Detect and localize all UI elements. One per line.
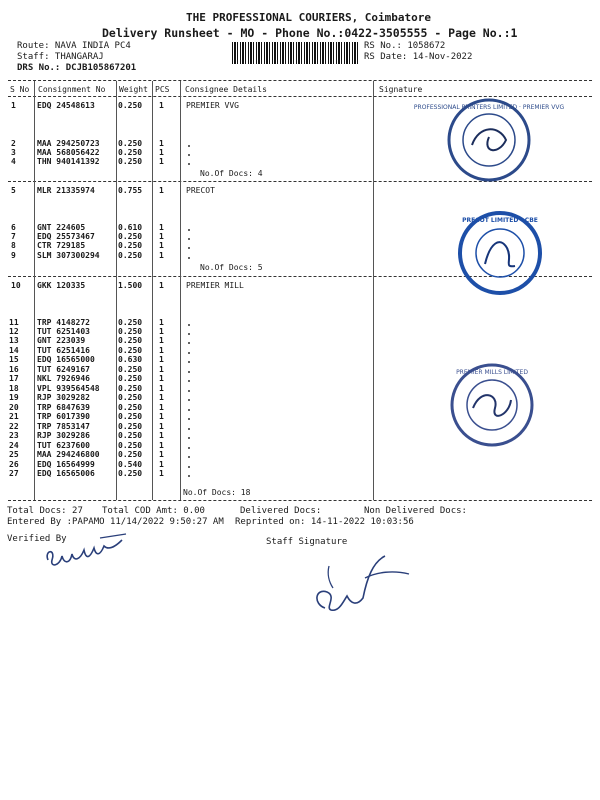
col-divider-3 xyxy=(152,81,153,500)
row-dot xyxy=(188,409,190,411)
consignment-no: GKK 120335 xyxy=(37,281,86,290)
weight: 0.250 xyxy=(118,441,143,450)
barcode xyxy=(232,42,358,64)
stamp-text: PROFESSIONAL PRINTERS LIMITED · PREMIER VVG xyxy=(413,104,565,111)
sno: 4 xyxy=(11,157,16,166)
row-dot xyxy=(188,352,190,354)
consignment-no: TUT 6251403 xyxy=(37,327,90,336)
consignment-no: EDQ 16565000 xyxy=(37,355,95,364)
weight: 0.250 xyxy=(118,148,143,157)
sno: 27 xyxy=(9,469,19,478)
sno: 7 xyxy=(11,232,16,241)
weight: 0.250 xyxy=(118,157,143,166)
col-header-signature: Signature xyxy=(379,85,423,94)
total-cod-amount: Total COD Amt: 0.00 xyxy=(102,506,205,516)
consignment-no: SLM 307300294 xyxy=(37,251,100,260)
weight: 0.610 xyxy=(118,223,143,232)
row-dot xyxy=(188,333,190,335)
row-dot xyxy=(188,229,190,231)
weight: 0.630 xyxy=(118,355,143,364)
pcs: 1 xyxy=(159,403,164,412)
consignee-name: PREMIER MILL xyxy=(186,281,244,290)
sno: 8 xyxy=(11,241,16,250)
pcs: 1 xyxy=(159,186,164,195)
sno: 25 xyxy=(9,450,19,459)
row-dot xyxy=(188,475,190,477)
pcs: 1 xyxy=(159,327,164,336)
weight: 0.250 xyxy=(118,101,143,110)
consignment-no: THN 940141392 xyxy=(37,157,100,166)
row-dot xyxy=(188,257,190,259)
row-dot xyxy=(188,324,190,326)
pcs: 1 xyxy=(159,412,164,421)
sno: 18 xyxy=(9,384,19,393)
row-dot xyxy=(188,361,190,363)
weight: 0.250 xyxy=(118,365,143,374)
pcs: 1 xyxy=(159,318,164,327)
row-dot xyxy=(188,342,190,344)
route-label: Route: NAVA INDIA PC4 xyxy=(17,41,131,51)
row-dot xyxy=(188,371,190,373)
consignee-name: PREMIER VVG xyxy=(186,101,239,110)
total-docs: Total Docs: 27 xyxy=(7,506,83,516)
weight: 0.250 xyxy=(118,431,143,440)
sno: 23 xyxy=(9,431,19,440)
sno: 12 xyxy=(9,327,19,336)
premier-mills-stamp xyxy=(447,360,537,450)
col-header-consignment: Consignment No xyxy=(38,85,106,94)
weight: 0.250 xyxy=(118,232,143,241)
row-dot xyxy=(188,437,190,439)
weight: 0.250 xyxy=(118,384,143,393)
sno: 9 xyxy=(11,251,16,260)
sno: 2 xyxy=(11,139,16,148)
row-dot xyxy=(188,145,190,147)
pcs: 1 xyxy=(159,148,164,157)
pcs: 1 xyxy=(159,241,164,250)
consignment-no: CTR 729185 xyxy=(37,241,86,250)
pcs: 1 xyxy=(159,223,164,232)
consignment-no: RJP 3029282 xyxy=(37,393,90,402)
consignment-no: TUT 6251416 xyxy=(37,346,90,355)
weight: 0.250 xyxy=(118,412,143,421)
consignment-no: VPL 939564548 xyxy=(37,384,100,393)
rs-date: RS Date: 14-Nov-2022 xyxy=(364,52,473,62)
verified-by-label: Verified By xyxy=(7,534,67,544)
weight: 0.250 xyxy=(118,318,143,327)
sno: 26 xyxy=(9,460,19,469)
row-dot xyxy=(188,399,190,401)
consignment-no: TRP 6847639 xyxy=(37,403,90,412)
staff-signature-label: Staff Signature xyxy=(266,537,348,547)
pcs: 1 xyxy=(159,460,164,469)
consignment-no: MLR 21335974 xyxy=(37,186,95,195)
pcs: 1 xyxy=(159,393,164,402)
pcs: 1 xyxy=(159,384,164,393)
pcs: 1 xyxy=(159,232,164,241)
pcs: 1 xyxy=(159,157,164,166)
pcs: 1 xyxy=(159,374,164,383)
premier-vvg-stamp xyxy=(413,95,565,185)
col-header-sno: S No xyxy=(10,85,30,94)
consignment-no: TRP 4148272 xyxy=(37,318,90,327)
consignment-no: MAA 294246800 xyxy=(37,450,100,459)
entered-by: Entered By :PAPAMO 11/14/2022 9:50:27 AM xyxy=(7,517,224,527)
sno: 5 xyxy=(11,186,16,195)
sno: 20 xyxy=(9,403,19,412)
verifier-signature xyxy=(40,530,140,575)
pcs: 1 xyxy=(159,336,164,345)
col-header-weight: Weight xyxy=(119,85,148,94)
consignment-no: EDQ 25573467 xyxy=(37,232,95,241)
row-dot xyxy=(188,380,190,382)
consignment-no: GNT 223039 xyxy=(37,336,86,345)
weight: 0.250 xyxy=(118,422,143,431)
pcs: 1 xyxy=(159,431,164,440)
consignment-no: TRP 7853147 xyxy=(37,422,90,431)
sno: 22 xyxy=(9,422,19,431)
consignment-no: RJP 3029286 xyxy=(37,431,90,440)
staff-label: Staff: THANGARAJ xyxy=(17,52,104,62)
pcs: 1 xyxy=(159,450,164,459)
consignment-no: EDQ 16565006 xyxy=(37,469,95,478)
row-dot xyxy=(188,154,190,156)
sno: 1 xyxy=(11,101,16,110)
runsheet-title: Delivery Runsheet - MO - Phone No.:0422-3505555 - Page No.:1 xyxy=(102,26,518,40)
col-header-pcs: PCS xyxy=(155,85,170,94)
row-dot xyxy=(188,466,190,468)
consignment-no: EDQ 24548613 xyxy=(37,101,95,110)
no-of-docs: No.Of Docs: 5 xyxy=(200,263,263,272)
row-dot xyxy=(188,238,190,240)
weight: 0.250 xyxy=(118,251,143,260)
pcs: 1 xyxy=(159,346,164,355)
table-bottom-rule xyxy=(8,500,592,501)
col-divider-4 xyxy=(180,81,181,500)
weight: 0.250 xyxy=(118,469,143,478)
row-dot xyxy=(188,418,190,420)
sno: 17 xyxy=(9,374,19,383)
sno: 19 xyxy=(9,393,19,402)
sno: 14 xyxy=(9,346,19,355)
sno: 11 xyxy=(9,318,19,327)
weight: 0.250 xyxy=(118,346,143,355)
col-divider-5 xyxy=(373,81,374,500)
weight: 0.540 xyxy=(118,460,143,469)
pcs: 1 xyxy=(159,365,164,374)
weight: 0.250 xyxy=(118,327,143,336)
company-line: THE PROFESSIONAL COURIERS, Coimbatore xyxy=(186,11,432,24)
weight: 0.250 xyxy=(118,393,143,402)
reprinted-on: Reprinted on: 14-11-2022 10:03:56 xyxy=(235,517,414,527)
delivered-docs: Delivered Docs: xyxy=(240,506,322,516)
pcs: 1 xyxy=(159,355,164,364)
pcs: 1 xyxy=(159,281,164,290)
col-divider-2 xyxy=(116,81,117,500)
weight: 0.250 xyxy=(118,241,143,250)
sno: 10 xyxy=(11,281,21,290)
sno: 16 xyxy=(9,365,19,374)
non-delivered-docs: Non Delivered Docs: xyxy=(364,506,467,516)
table-top-rule xyxy=(8,80,592,81)
pcs: 1 xyxy=(159,422,164,431)
consignment-no: NKL 7926946 xyxy=(37,374,90,383)
stamp-text: PRECOT LIMITED · CBE xyxy=(462,217,538,224)
pcs: 1 xyxy=(159,139,164,148)
weight: 1.500 xyxy=(118,281,143,290)
weight: 0.250 xyxy=(118,139,143,148)
no-of-docs: No.Of Docs: 18 xyxy=(183,488,251,497)
sno: 15 xyxy=(9,355,19,364)
rs-number: RS No.: 1058672 xyxy=(364,41,446,51)
sno: 21 xyxy=(9,412,19,421)
weight: 0.250 xyxy=(118,374,143,383)
sno: 24 xyxy=(9,441,19,450)
staff-signature xyxy=(305,548,415,618)
weight: 0.250 xyxy=(118,336,143,345)
row-dot xyxy=(188,456,190,458)
row-dot xyxy=(188,428,190,430)
consignment-no: MAA 568056422 xyxy=(37,148,100,157)
precot-stamp xyxy=(455,208,545,298)
row-dot xyxy=(188,390,190,392)
stamp-text: PREMIER MILLS LIMITED xyxy=(456,369,528,376)
row-dot xyxy=(188,163,190,165)
row-dot xyxy=(188,447,190,449)
row-dot xyxy=(188,247,190,249)
weight: 0.250 xyxy=(118,403,143,412)
no-of-docs: No.Of Docs: 4 xyxy=(200,169,263,178)
weight: 0.250 xyxy=(118,450,143,459)
pcs: 1 xyxy=(159,251,164,260)
col-divider-1 xyxy=(34,81,35,500)
consignment-no: TUT 6237600 xyxy=(37,441,90,450)
consignee-name: PRECOT xyxy=(186,186,215,195)
consignment-no: GNT 224605 xyxy=(37,223,86,232)
consignment-no: MAA 294250723 xyxy=(37,139,100,148)
col-header-consignee: Consignee Details xyxy=(185,85,267,94)
consignment-no: TRP 6017390 xyxy=(37,412,90,421)
consignment-no: EDQ 16564999 xyxy=(37,460,95,469)
consignment-no: TUT 6249167 xyxy=(37,365,90,374)
drs-number: DRS No.: DCJB105867201 xyxy=(17,63,137,73)
pcs: 1 xyxy=(159,441,164,450)
sno: 6 xyxy=(11,223,16,232)
sno: 3 xyxy=(11,148,16,157)
pcs: 1 xyxy=(159,101,164,110)
pcs: 1 xyxy=(159,469,164,478)
weight: 0.755 xyxy=(118,186,143,195)
sno: 13 xyxy=(9,336,19,345)
